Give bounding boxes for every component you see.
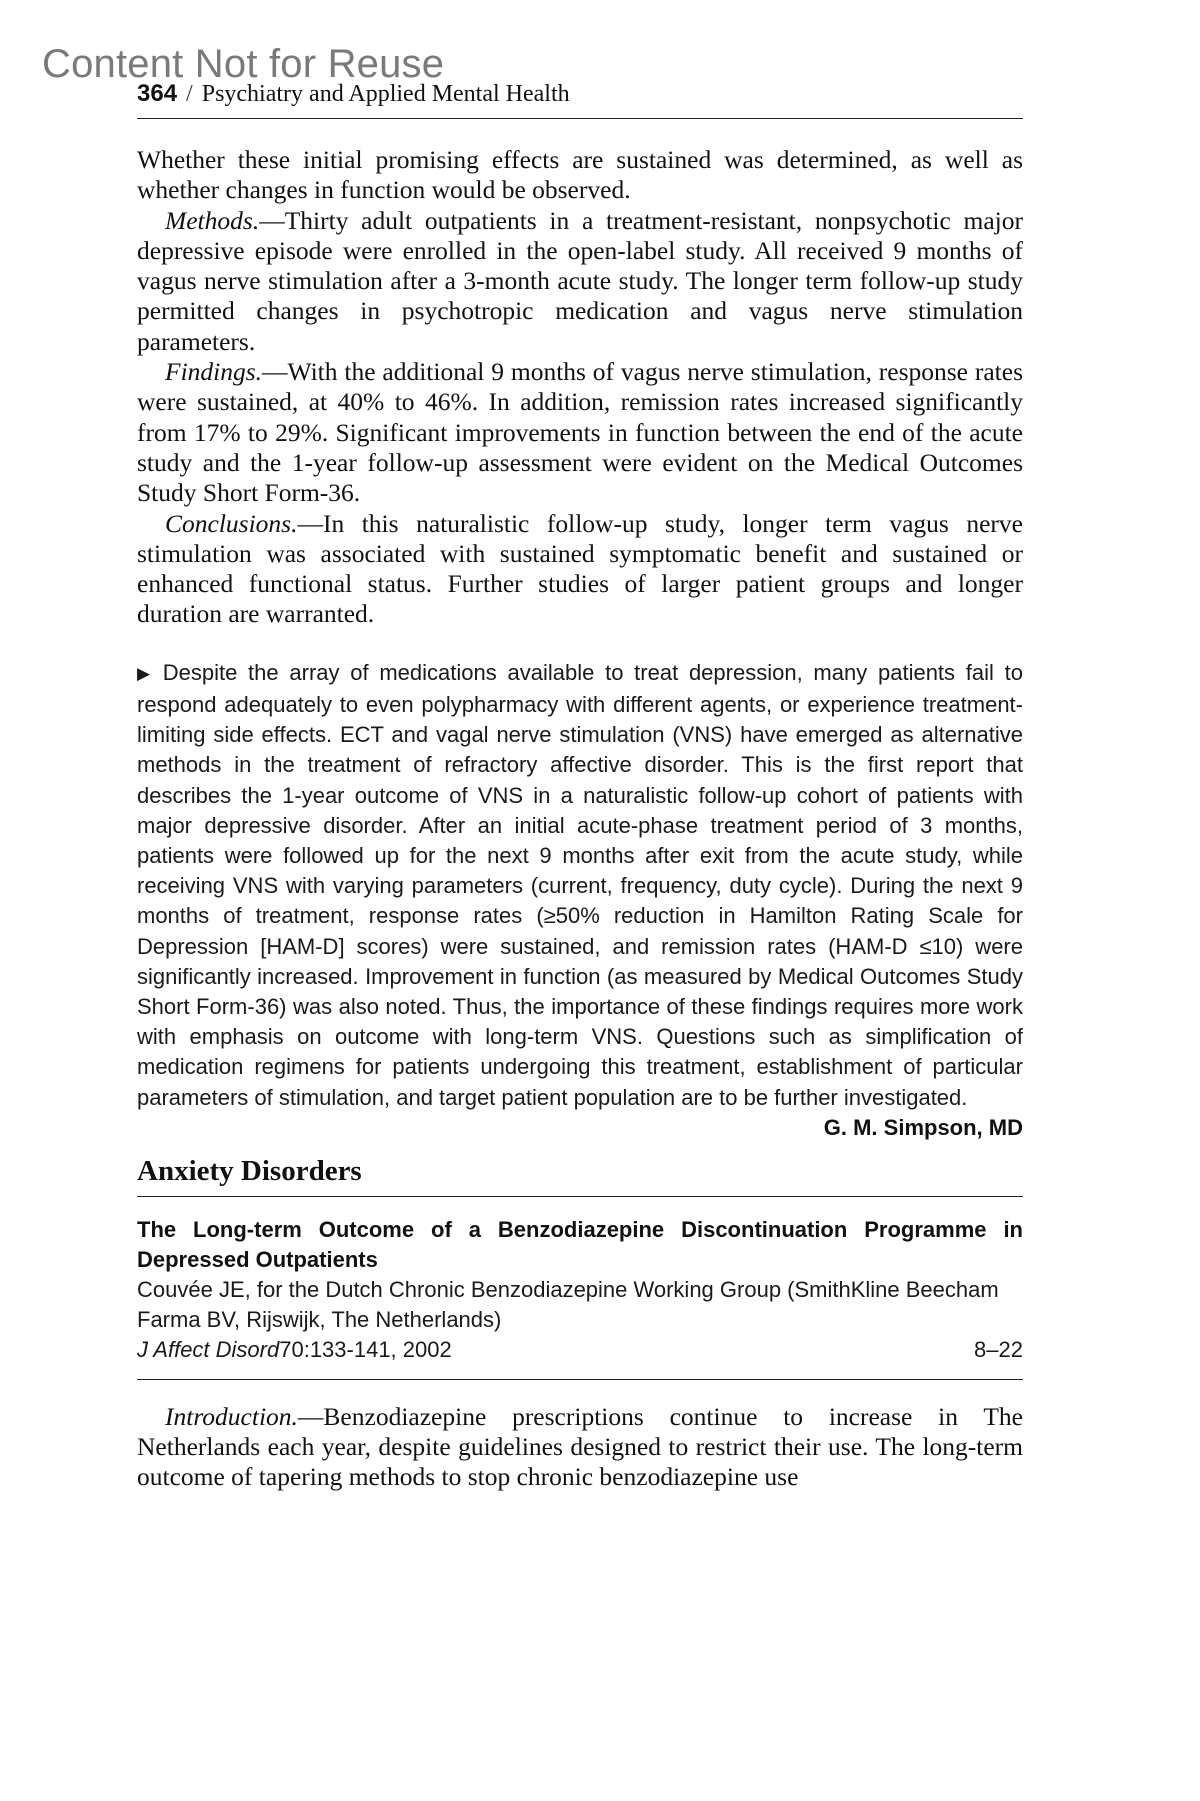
abstract xyxy=(137,145,1023,630)
commentary xyxy=(137,658,1023,1113)
article-authors: Couvée JE, for the Dutch Chronic Benzodiazepine Working Group (SmithKline Beecham Farma BV, Rijswijk, The Netherlands) xyxy=(137,1276,999,1332)
conclusions-text: —In this naturalistic follow-up study, longer term vagus nerve stimulation was associated with sustained symptomatic benefit and sustained or enhanced functional status. Further studies of larger patient groups and longer duration are warranted. xyxy=(137,508,1023,629)
introduction-text: —Benzodiazepine prescriptions continue to increase in The Netherlands each year, despite guidelines designed to restrict their use. The long-term outcome of tapering methods to stop chronic benzodiazepine use xyxy=(137,1401,1023,1492)
commentary-paragraph xyxy=(137,658,1023,1113)
findings-label: Findings. xyxy=(165,357,263,387)
citation-journal: J Affect Disord xyxy=(137,1336,280,1362)
methods-text: —Thirty adult outpatients in a treatment-resistant, nonpsychotic major depressive episode were enrolled in the open-label study. All received 9 months of vagus nerve stimulation after a 3-month acute study. The longer term follow-up study permitted changes in psychotropic medication and vagus nerve stimulation parameters. xyxy=(137,205,1023,356)
conclusions-label: Conclusions. xyxy=(165,508,298,538)
methods-label: Methods. xyxy=(165,205,260,235)
article-title: The Long-term Outcome of a Benzodiazepine Discontinuation Programme in Depressed Outpatients xyxy=(137,1216,1023,1272)
citation-volume-pages: 70:133-141, 2002 xyxy=(279,1336,452,1362)
introduction-paragraph xyxy=(137,1402,1023,1493)
page-content xyxy=(137,80,1023,1493)
commentary-text: Despite the array of medications available to treat depression, many patients fail to respond adequately to even polypharmacy with different agents, or experience treatment-limiting side effects. ECT and vagal nerve stimulation (VNS) have emerged as alternative methods in the treatment of refractory affective disorder. This is the first report that describes the 1-year outcome of VNS in a naturalistic follow-up cohort of patients with major depressive disorder. After an initial acute-phase treatment period of 3 months, patients were followed up for the next 9 months after exit from the acute study, while receiving VNS with varying parameters (current, frequency, duty cycle). During the next 9 months of treatment, response rates (≥50% reduction in Hamilton Rating Scale for Depression [HAM-D] scores) were sustained, and remission rates (HAM-D ≤10) were significantly increased. Improvement in function (as measured by Medical Outcomes Study Short Form-36) was also noted. Thus, the importance of these findings requires more work with emphasis on outcome with long-term VNS. Questions such as simplification of medication regimens for patients undergoing this treatment, establishment of particular parameters of stimulation, and target patient population are to be further investigated. xyxy=(137,659,1024,1110)
section-heading: Anxiety Disorders xyxy=(137,1155,1023,1197)
abstract-lead: Whether these initial promising effects are sustained was determined, as well as whether changes in function would be observed. xyxy=(137,145,1023,205)
findings-text: —With the additional 9 months of vagus nerve stimulation, response rates were sustained, at 40% to 46%. In addition, remission rates increased significantly from 17% to 29%. Significant improvements in function between the end of the acute study and the 1-year follow-up assessment were evident on the Medical Outcomes Study Short Form-36. xyxy=(137,357,1023,508)
watermark: Content Not for Reuse xyxy=(42,42,445,86)
article-id: 8–22 xyxy=(974,1336,1023,1362)
abstract-findings xyxy=(137,357,1023,508)
triangle-marker-icon: ▶ xyxy=(137,663,155,683)
running-head xyxy=(137,80,1023,119)
article-citation xyxy=(137,1335,1023,1365)
introduction-label: Introduction. xyxy=(165,1401,298,1431)
abstract-methods xyxy=(137,206,1023,357)
article-header xyxy=(137,1215,1023,1380)
running-head-journal: Psychiatry and Applied Mental Health xyxy=(201,81,570,107)
running-head-separator: / xyxy=(186,81,193,107)
article-introduction xyxy=(137,1402,1023,1493)
abstract-conclusions xyxy=(137,509,1023,630)
commentary-author: G. M. Simpson, MD xyxy=(823,1114,1023,1140)
page-number: 364 xyxy=(137,80,178,107)
citation-source xyxy=(137,1335,452,1365)
